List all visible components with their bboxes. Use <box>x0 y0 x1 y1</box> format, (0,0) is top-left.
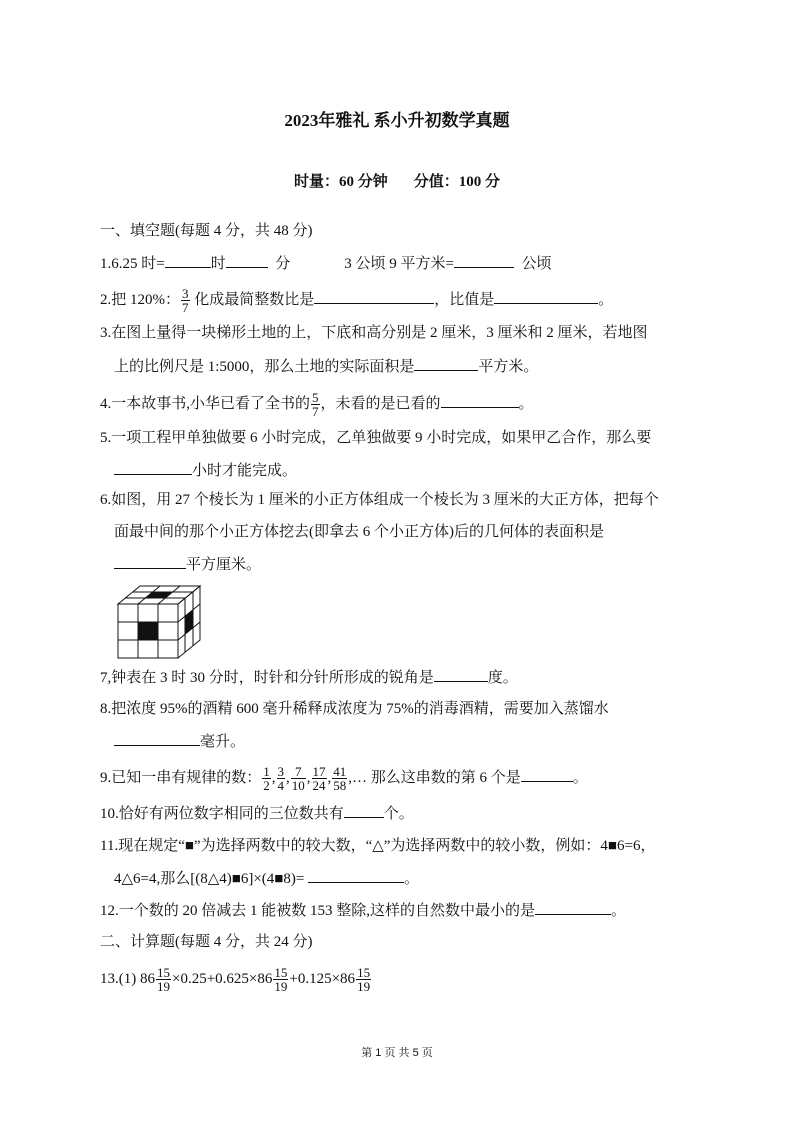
fraction: $\frac{3}{4}$ <box>277 764 285 793</box>
answer-blank[interactable] <box>494 289 598 304</box>
answer-blank[interactable] <box>521 767 573 782</box>
answer-blank[interactable] <box>165 253 211 268</box>
question-7: 7,钟表在 3 时 30 分时，时针和分针所形成的锐角是 度。 <box>100 667 518 688</box>
page-title: 2023年雅礼 系小升初数学真题 <box>284 111 510 130</box>
exam-meta <box>0 170 794 191</box>
question-6-line-2: 面最中间的那个小正方体挖去(即拿去 6 个小正方体)后的几何体的表面积是 <box>114 524 604 540</box>
page-footer: 第 1 页 共 5 页 <box>361 1047 433 1059</box>
answer-blank[interactable] <box>441 393 519 408</box>
question-5-line-1: 5.一项工程甲单独做要 6 小时完成，乙单独做要 9 小时完成，如果甲乙合作，那么要 <box>100 430 652 446</box>
section-heading-calculation: 二、计算题(每题 4 分，共 24 分) <box>100 934 313 950</box>
question-11-line-1: 11.现在规定“■”为选择两数中的较大数，“△”为选择两数中的较小数，例如：4■6=6， <box>100 838 656 854</box>
fraction: $\frac{15}{19}$ <box>274 965 288 994</box>
question-11-line-2: 4△6=4,那么[(8△4)■6]×(4■8)= 。 <box>114 868 419 889</box>
question-2: 2.把 120%： $\frac{3}{7}$ 化成最简整数比是 ，比值是 。 <box>100 286 614 315</box>
question-3-line-1: 3.在图上量得一块梯形土地的上，下底和高分别是 2 厘米，3 厘米和 2 厘米，若地图 <box>100 325 648 341</box>
question-8-line-2: 毫升。 <box>114 731 245 752</box>
answer-blank[interactable] <box>434 667 488 682</box>
question-10: 10.恰好有两位数字相同的三位数共有 个。 <box>100 803 414 824</box>
question-1: 1.6.25 时= 时 分 3 公顷 9 平方米= 公顷 <box>100 253 551 274</box>
answer-blank[interactable] <box>344 803 384 818</box>
question-9: 9.已知一串有规律的数： $\frac{1}{2}$ , $\frac{3}{4}$ , $\frac{7}{10}$ , $\frac{17}{24}$ , $\frac{41}{58}$ ,… 那么这串数的第 6 个是 。 <box>100 764 588 793</box>
fraction: $\frac{15}{19}$ <box>157 965 170 994</box>
answer-blank[interactable] <box>454 253 514 268</box>
answer-blank[interactable] <box>226 253 268 268</box>
answer-blank[interactable] <box>114 554 186 569</box>
answer-blank[interactable] <box>114 731 200 746</box>
fraction: $\frac{7}{10}$ <box>291 764 305 793</box>
fraction: $\frac{15}{19}$ <box>357 965 371 994</box>
question-8-line-1: 8.把浓度 95%的酒精 600 毫升稀释成浓度为 75%的消毒酒精，需要加入蒸馏水 <box>100 701 609 717</box>
total-score: 分值：100 分 <box>413 174 501 190</box>
question-13: 13.(1) 86 $\frac{15}{19}$ ×0.25+0.625×86 $\frac{15}{19}$ +0.125×86 $\frac{15}{19}$ <box>100 965 371 994</box>
question-4: 4.一本故事书,小华已看了全书的 $\frac{5}{7}$ ，未看的是已看的 。 <box>100 390 534 419</box>
fraction: $\frac{17}{24}$ <box>312 764 326 793</box>
question-6-line-3: 平方厘米。 <box>114 554 261 575</box>
fraction: $\frac{5}{7}$ <box>312 390 319 419</box>
answer-blank[interactable] <box>308 868 404 883</box>
removed-cube-front <box>138 622 158 640</box>
answer-blank[interactable] <box>414 356 478 371</box>
fraction: $\frac{1}{2}$ <box>263 764 270 793</box>
time-limit: 时量：60 分钟 <box>293 174 388 190</box>
cube-figure <box>114 584 204 662</box>
fraction: $\frac{41}{58}$ <box>333 764 347 793</box>
answer-blank[interactable] <box>114 460 192 475</box>
removed-cube-top <box>145 592 172 598</box>
question-6-line-1: 6.如图，用 27 个棱长为 1 厘米的小正方体组成一个棱长为 3 厘米的大正方体，把每个 <box>100 492 659 508</box>
question-3-line-2: 上的比例尺是 1:5000，那么土地的实际面积是 平方米。 <box>114 356 538 377</box>
removed-cube-right <box>185 610 193 634</box>
question-12: 12.一个数的 20 倍减去 1 能被数 153 整除,这样的自然数中最小的是 。 <box>100 900 626 921</box>
fraction: $\frac{3}{7}$ <box>182 286 189 315</box>
answer-blank[interactable] <box>314 289 434 304</box>
section-heading-fill-in: 一、填空题(每题 4 分，共 48 分) <box>100 223 313 239</box>
question-5-line-2: 小时才能完成。 <box>114 460 297 481</box>
answer-blank[interactable] <box>535 900 611 915</box>
